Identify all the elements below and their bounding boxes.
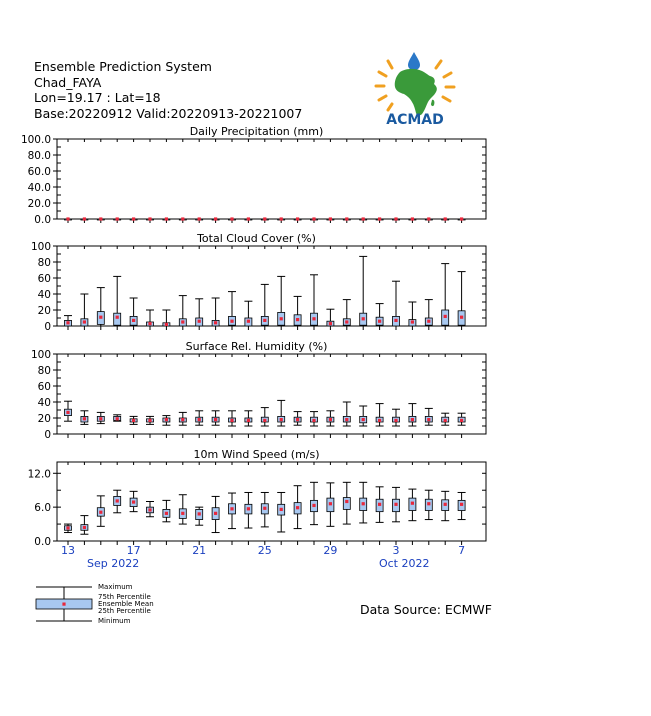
- mean-marker: [329, 322, 332, 325]
- mean-marker: [230, 217, 233, 220]
- box-2022-09-26: [278, 217, 285, 220]
- mean-marker: [148, 419, 151, 422]
- x-tick-label: 13: [61, 544, 75, 557]
- chart-panel-4: [28, 448, 486, 570]
- mean-marker: [198, 217, 201, 220]
- mean-marker: [99, 417, 102, 420]
- box-2022-09-17: [130, 416, 138, 424]
- mean-marker: [116, 417, 119, 420]
- box-2022-09-29: [327, 217, 334, 220]
- box-2022-10-01: [359, 482, 367, 523]
- box-2022-10-02: [376, 304, 384, 326]
- box-2022-09-30: [343, 300, 351, 326]
- mean-marker: [460, 217, 463, 220]
- box-2022-09-22: [212, 217, 219, 220]
- mean-marker: [411, 320, 414, 323]
- box-2022-09-17: [130, 491, 138, 511]
- box-2022-10-05: [425, 217, 432, 220]
- panel-title: Daily Precipitation (mm): [189, 125, 324, 138]
- mean-marker: [181, 418, 184, 421]
- box-2022-09-23: [229, 217, 236, 220]
- box-2022-09-13: [64, 316, 72, 326]
- mean-marker: [329, 418, 332, 421]
- mean-marker: [345, 217, 348, 220]
- mean-marker: [378, 503, 381, 506]
- y-tick-label: 40.0: [27, 182, 51, 194]
- box-2022-09-18: [146, 502, 154, 517]
- mean-marker: [116, 316, 119, 319]
- mean-marker: [198, 418, 201, 421]
- y-tick-label: 40: [37, 397, 51, 409]
- mean-marker: [83, 417, 86, 420]
- mean-marker: [362, 502, 365, 505]
- mean-marker: [444, 503, 447, 506]
- y-tick-label: 60.0: [27, 166, 51, 178]
- box-2022-10-01: [359, 406, 367, 426]
- y-tick-label: 20: [37, 305, 51, 317]
- box-2022-10-05: [425, 490, 433, 519]
- mean-marker: [66, 526, 69, 529]
- box-2022-10-04: [408, 489, 416, 521]
- mean-marker: [165, 418, 168, 421]
- month-label: Oct 2022: [378, 557, 430, 570]
- mean-marker: [345, 500, 348, 503]
- x-tick-label: 17: [126, 544, 141, 557]
- mean-marker: [460, 419, 463, 422]
- x-tick-label: 29: [323, 544, 338, 557]
- mean-marker: [411, 217, 414, 220]
- box-2022-09-26: [277, 400, 285, 426]
- mean-marker: [345, 418, 348, 421]
- panel-title: Surface Rel. Humidity (%): [185, 340, 328, 353]
- box-2022-10-01: [359, 256, 367, 326]
- box-2022-09-24: [244, 411, 252, 426]
- box-2022-09-23: [228, 493, 236, 529]
- box-2022-09-20: [179, 296, 187, 326]
- mean-marker: [66, 217, 69, 220]
- mean-marker: [411, 418, 414, 421]
- mean-marker: [296, 217, 299, 220]
- box-2022-09-22: [212, 411, 220, 425]
- box-2022-10-02: [376, 217, 383, 220]
- box-2022-09-21: [195, 411, 203, 425]
- mean-marker: [394, 319, 397, 322]
- legend-75th: 75th Percentile: [98, 593, 151, 601]
- y-tick-label: 80: [37, 257, 51, 269]
- box-2022-09-19: [162, 310, 170, 326]
- station-coordinates: Lon=19.17 : Lat=18: [34, 90, 161, 105]
- mean-marker: [427, 502, 430, 505]
- box-2022-09-20: [179, 217, 186, 220]
- mean-marker: [83, 526, 86, 529]
- mean-marker: [263, 419, 266, 422]
- plot-frame: [57, 462, 486, 541]
- y-tick-label: 0.0: [34, 214, 51, 226]
- box-2022-10-07: [458, 272, 466, 326]
- x-tick-label: 7: [458, 544, 466, 557]
- mean-marker: [280, 508, 283, 511]
- mean-marker: [66, 411, 69, 414]
- box-2022-09-13: [64, 401, 72, 421]
- box-2022-09-20: [179, 495, 187, 524]
- mean-marker: [198, 512, 201, 515]
- box-2022-09-25: [261, 284, 269, 326]
- box-2022-09-16: [113, 415, 121, 421]
- box-2022-09-28: [310, 275, 318, 326]
- box-2022-10-03: [392, 281, 400, 326]
- y-tick-label: 80: [37, 365, 51, 377]
- mean-marker: [280, 217, 283, 220]
- y-tick-label: 100: [30, 349, 51, 361]
- box-2022-10-06: [441, 264, 449, 326]
- box-2022-10-04: [408, 404, 416, 426]
- box-2022-10-06: [442, 217, 449, 220]
- y-tick-label: 20.0: [27, 198, 51, 210]
- mean-marker: [362, 418, 365, 421]
- mean-marker: [181, 217, 184, 220]
- box-2022-09-25: [261, 492, 269, 526]
- mean-marker: [116, 217, 119, 220]
- mean-marker: [132, 217, 135, 220]
- box-2022-09-26: [277, 492, 285, 532]
- legend-mean-marker: [62, 603, 65, 606]
- mean-marker: [427, 320, 430, 323]
- box-2022-09-28: [310, 412, 318, 426]
- y-tick-label: 0: [44, 321, 51, 333]
- mean-marker: [394, 217, 397, 220]
- box-2022-09-15: [97, 496, 105, 526]
- logo-text: ACMAD: [386, 112, 444, 128]
- legend-25th: 25th Percentile: [98, 607, 151, 615]
- legend-mean: Ensemble Mean: [98, 600, 154, 608]
- box-2022-10-07: [458, 217, 465, 220]
- box-2022-09-21: [196, 217, 203, 220]
- mean-marker: [263, 319, 266, 322]
- box-2022-10-03: [392, 409, 400, 426]
- mean-marker: [181, 512, 184, 515]
- x-tick-label: 3: [392, 544, 400, 557]
- mean-marker: [312, 504, 315, 507]
- mean-marker: [427, 418, 430, 421]
- plot-frame: [57, 354, 486, 434]
- mean-marker: [148, 217, 151, 220]
- y-tick-label: 12.0: [27, 468, 51, 481]
- y-tick-label: 100: [30, 241, 51, 253]
- box-2022-09-17: [130, 298, 138, 326]
- box-2022-09-30: [343, 402, 351, 426]
- mean-marker: [378, 320, 381, 323]
- box-2022-09-29: [326, 309, 334, 326]
- mean-marker: [296, 418, 299, 421]
- mean-marker: [247, 320, 250, 323]
- box-2022-10-07: [458, 413, 466, 425]
- y-tick-label: 60: [37, 273, 51, 285]
- box-2022-10-05: [425, 300, 433, 326]
- box-2022-10-07: [458, 492, 466, 519]
- panel-title: Total Cloud Cover (%): [197, 232, 316, 245]
- mean-marker: [345, 320, 348, 323]
- box-2022-09-20: [179, 412, 187, 425]
- y-tick-label: 20: [37, 413, 51, 425]
- mean-marker: [312, 317, 315, 320]
- box-2022-10-06: [441, 413, 449, 425]
- box-2022-09-19: [162, 500, 170, 521]
- box-2022-10-04: [409, 217, 416, 220]
- mean-marker: [132, 419, 135, 422]
- box-2022-09-19: [162, 416, 170, 426]
- mean-marker: [394, 419, 397, 422]
- box-2022-09-28: [311, 217, 318, 220]
- mean-marker: [165, 217, 168, 220]
- mean-marker: [312, 217, 315, 220]
- mean-marker: [230, 320, 233, 323]
- mean-marker: [66, 321, 69, 324]
- box-2022-09-24: [244, 301, 252, 326]
- mean-marker: [329, 217, 332, 220]
- percentile-box: [343, 498, 350, 510]
- box-2022-09-19: [163, 217, 170, 220]
- mean-marker: [296, 506, 299, 509]
- mean-marker: [165, 323, 168, 326]
- mean-marker: [280, 317, 283, 320]
- box-2022-10-03: [392, 487, 400, 521]
- y-tick-label: 40: [37, 289, 51, 301]
- chart-panel-3: [31, 340, 486, 441]
- box-2022-09-25: [261, 217, 268, 220]
- mean-marker: [181, 320, 184, 323]
- system-title: Ensemble Prediction System: [34, 59, 212, 74]
- mean-marker: [83, 217, 86, 220]
- box-2022-09-18: [146, 416, 154, 424]
- y-tick-label: 0.0: [34, 536, 51, 548]
- box-2022-09-21: [195, 299, 203, 326]
- box-2022-10-02: [376, 487, 384, 523]
- box-2022-09-23: [228, 411, 236, 426]
- box-2022-09-14: [80, 516, 88, 535]
- box-2022-09-24: [245, 217, 252, 220]
- mean-marker: [99, 316, 102, 319]
- mean-marker: [116, 499, 119, 502]
- x-tick-label: 21: [192, 544, 207, 557]
- box-2022-09-15: [97, 412, 105, 423]
- mean-marker: [214, 512, 217, 515]
- mean-marker: [132, 319, 135, 322]
- x-tick-label: 25: [257, 544, 272, 557]
- mean-marker: [198, 320, 201, 323]
- mean-marker: [165, 512, 168, 515]
- box-2022-09-26: [277, 276, 285, 326]
- box-2022-09-28: [310, 482, 318, 524]
- box-2022-09-14: [80, 411, 88, 425]
- box-2022-10-06: [441, 491, 449, 520]
- mean-marker: [148, 322, 151, 325]
- mean-marker: [362, 217, 365, 220]
- mean-marker: [444, 419, 447, 422]
- mean-marker: [99, 511, 102, 514]
- mean-marker: [99, 217, 102, 220]
- box-2022-09-27: [294, 486, 302, 529]
- data-source: Data Source: ECMWF: [360, 602, 492, 617]
- y-tick-label: 6.0: [34, 502, 51, 515]
- box-2022-09-27: [294, 217, 301, 220]
- box-2022-09-23: [228, 292, 236, 326]
- box-2022-09-30: [343, 482, 351, 524]
- mean-marker: [280, 418, 283, 421]
- box-2022-09-13: [65, 217, 72, 220]
- box-2022-09-29: [326, 411, 334, 426]
- box-2022-09-24: [244, 492, 252, 528]
- month-label: Sep 2022: [86, 557, 140, 570]
- box-2022-09-30: [343, 217, 350, 220]
- box-2022-10-03: [393, 217, 400, 220]
- box-2022-10-02: [376, 404, 384, 426]
- mean-marker: [460, 316, 463, 319]
- mean-marker: [247, 217, 250, 220]
- mean-marker: [362, 317, 365, 320]
- box-2022-09-16: [114, 217, 121, 220]
- mean-marker: [329, 502, 332, 505]
- box-2022-10-01: [360, 217, 367, 220]
- y-tick-label: 60: [37, 381, 51, 393]
- mean-marker: [378, 217, 381, 220]
- legend: [36, 583, 154, 625]
- mean-marker: [230, 507, 233, 510]
- mean-marker: [214, 217, 217, 220]
- y-tick-label: 80.0: [27, 150, 51, 162]
- station-name: Chad_FAYA: [34, 74, 102, 90]
- mean-marker: [411, 502, 414, 505]
- y-tick-label: 100.0: [20, 134, 51, 146]
- mean-marker: [460, 503, 463, 506]
- forecast-dates: Base:20220912 Valid:20220913-20221007: [34, 105, 303, 121]
- box-2022-09-22: [212, 496, 220, 532]
- mean-marker: [247, 419, 250, 422]
- box-2022-09-21: [195, 507, 203, 525]
- mean-marker: [444, 315, 447, 318]
- box-2022-10-04: [408, 302, 416, 326]
- box-2022-09-15: [97, 288, 105, 326]
- box-2022-09-16: [113, 276, 121, 326]
- box-2022-09-25: [261, 408, 269, 426]
- mean-marker: [83, 320, 86, 323]
- box-2022-09-16: [113, 490, 121, 513]
- box-2022-09-14: [80, 294, 88, 326]
- y-tick-label: 0: [44, 429, 51, 441]
- box-2022-09-18: [147, 217, 154, 220]
- box-2022-09-13: [64, 524, 72, 532]
- mean-marker: [247, 507, 250, 510]
- chart-panel-1: [21, 125, 486, 226]
- mean-marker: [263, 217, 266, 220]
- box-2022-09-14: [81, 217, 88, 220]
- box-2022-09-27: [294, 412, 302, 426]
- chart-panel-2: [31, 232, 486, 333]
- percentile-box: [114, 313, 121, 325]
- legend-minimum: Minimum: [98, 617, 131, 625]
- plot-frame: [57, 139, 486, 219]
- mean-marker: [444, 217, 447, 220]
- box-2022-09-29: [326, 483, 334, 526]
- mean-marker: [394, 503, 397, 506]
- mean-marker: [132, 500, 135, 503]
- box-2022-09-17: [130, 217, 137, 220]
- mean-marker: [427, 217, 430, 220]
- plot-frame: [57, 246, 486, 326]
- mean-marker: [296, 318, 299, 321]
- legend-maximum: Maximum: [98, 583, 133, 591]
- mean-marker: [148, 508, 151, 511]
- mean-marker: [214, 418, 217, 421]
- box-2022-10-05: [425, 408, 433, 425]
- box-2022-09-22: [212, 298, 220, 326]
- box-2022-09-18: [146, 310, 154, 326]
- box-2022-09-15: [97, 217, 104, 220]
- mean-marker: [312, 419, 315, 422]
- mean-marker: [214, 321, 217, 324]
- mean-marker: [263, 507, 266, 510]
- panel-title: 10m Wind Speed (m/s): [193, 448, 320, 461]
- mean-marker: [378, 419, 381, 422]
- box-2022-09-27: [294, 296, 302, 326]
- mean-marker: [230, 419, 233, 422]
